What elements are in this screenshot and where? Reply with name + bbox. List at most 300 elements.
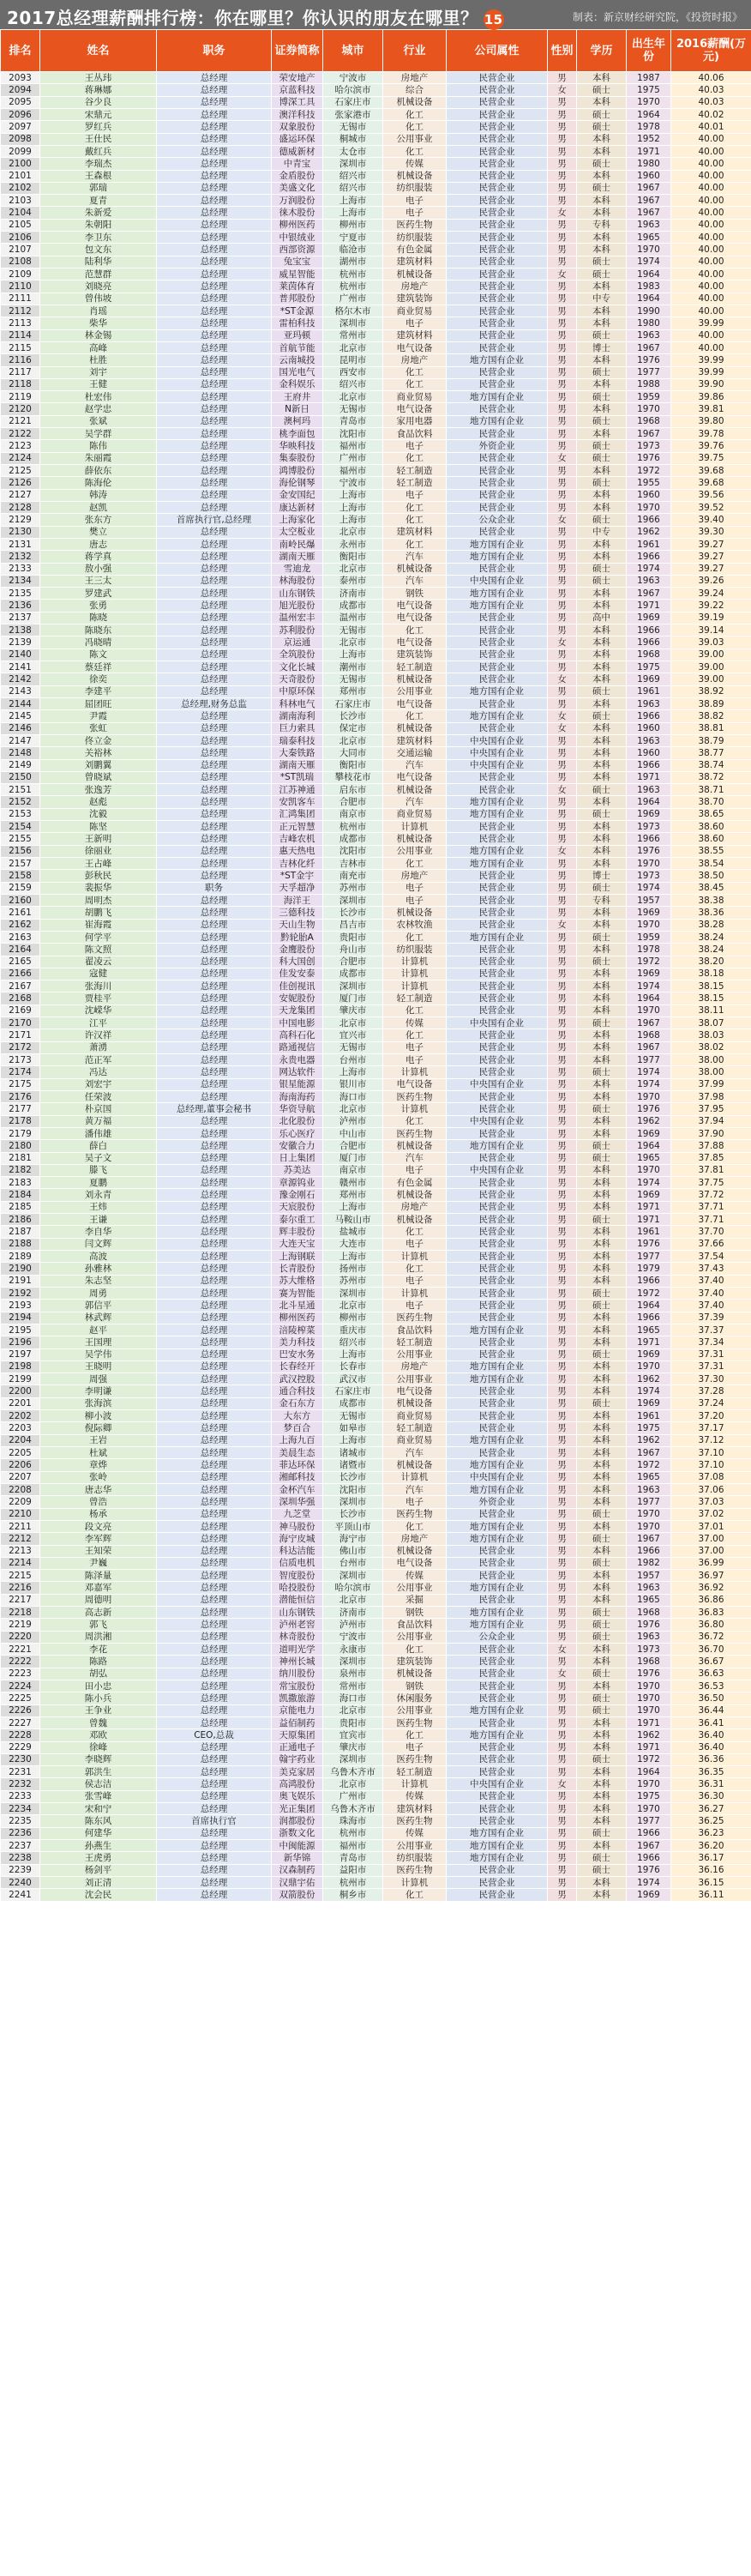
cell-birth-year: 1972 xyxy=(627,956,671,968)
cell-salary: 37.10 xyxy=(671,1459,751,1471)
cell-company: 科大国创 xyxy=(272,956,323,968)
cell-title: 总经理 xyxy=(157,1189,272,1201)
cell-sex: 男 xyxy=(548,1152,577,1164)
cell-salary: 39.56 xyxy=(671,489,751,501)
cell-sex: 男 xyxy=(548,1790,577,1802)
cell-attribute: 地方国有企业 xyxy=(447,600,548,612)
cell-rank: 2230 xyxy=(1,1753,40,1765)
cell-industry: 电气设备 xyxy=(383,1078,447,1090)
cell-title: 总经理 xyxy=(157,317,272,329)
cell-sex: 男 xyxy=(548,612,577,624)
cell-rank: 2109 xyxy=(1,268,40,281)
cell-salary: 38.81 xyxy=(671,722,751,734)
cell-sex: 男 xyxy=(548,563,577,575)
cell-birth-year: 1975 xyxy=(627,661,671,673)
cell-attribute: 民营企业 xyxy=(447,1004,548,1017)
cell-rank: 2234 xyxy=(1,1803,40,1815)
cell-name: 王三太 xyxy=(40,575,157,587)
cell-industry: 计算机 xyxy=(383,1471,447,1483)
cell-title: 总经理 xyxy=(157,956,272,968)
cell-salary: 38.20 xyxy=(671,956,751,968)
cell-sex: 男 xyxy=(548,661,577,673)
cell-title: 总经理 xyxy=(157,1803,272,1815)
cell-title: 总经理 xyxy=(157,391,272,403)
cell-company: 普邦股份 xyxy=(272,293,323,305)
cell-attribute: 地方国有企业 xyxy=(447,1840,548,1852)
cell-rank: 2169 xyxy=(1,1004,40,1017)
cell-title: 总经理 xyxy=(157,108,272,120)
cell-birth-year: 1987 xyxy=(627,72,671,84)
cell-salary: 37.28 xyxy=(671,1385,751,1397)
table-row xyxy=(1,1127,751,1139)
cell-name: 吴子文 xyxy=(40,1152,157,1164)
cell-salary: 37.31 xyxy=(671,1348,751,1360)
cell-title: 总经理 xyxy=(157,1656,272,1668)
cell-company: 海伦钢琴 xyxy=(272,477,323,489)
cell-industry: 化工 xyxy=(383,1520,447,1532)
cell-birth-year: 1976 xyxy=(627,354,671,366)
cell-rank: 2159 xyxy=(1,882,40,894)
cell-title: 总经理 xyxy=(157,1373,272,1385)
cell-attribute: 民营企业 xyxy=(447,293,548,305)
cell-sex: 男 xyxy=(548,538,577,550)
cell-education: 硕士 xyxy=(577,1607,627,1619)
cell-rank: 2233 xyxy=(1,1790,40,1802)
cell-company: 益佰制药 xyxy=(272,1716,323,1728)
cell-city: 张家港市 xyxy=(323,108,383,120)
cell-rank: 2208 xyxy=(1,1483,40,1495)
cell-company: *ST凯瑞 xyxy=(272,771,323,783)
cell-sex: 男 xyxy=(548,980,577,992)
table-row xyxy=(1,1471,751,1483)
cell-title: 总经理 xyxy=(157,968,272,980)
cell-sex: 男 xyxy=(548,489,577,501)
cell-rank: 2220 xyxy=(1,1631,40,1643)
cell-attribute: 地方国有企业 xyxy=(447,845,548,857)
cell-company: 西部资源 xyxy=(272,244,323,256)
cell-name: 张雪峰 xyxy=(40,1790,157,1802)
cell-rank: 2197 xyxy=(1,1348,40,1360)
cell-name: 萧湧 xyxy=(40,1041,157,1053)
cell-rank: 2178 xyxy=(1,1115,40,1127)
cell-attribute: 民营企业 xyxy=(447,1594,548,1606)
cell-birth-year: 1967 xyxy=(627,1447,671,1459)
cell-sex: 男 xyxy=(548,1300,577,1312)
cell-education: 本科 xyxy=(577,1741,627,1753)
cell-sex: 男 xyxy=(548,992,577,1004)
cell-title: 总经理 xyxy=(157,722,272,734)
cell-rank: 2145 xyxy=(1,710,40,722)
cell-birth-year: 1966 xyxy=(627,514,671,526)
cell-salary: 40.01 xyxy=(671,121,751,133)
cell-attribute: 民营企业 xyxy=(447,526,548,538)
cell-attribute: 民营企业 xyxy=(447,182,548,194)
cell-company: 京运通 xyxy=(272,636,323,649)
cell-education: 硕士 xyxy=(577,1557,627,1569)
cell-salary: 38.60 xyxy=(671,821,751,833)
cell-education: 硕士 xyxy=(577,440,627,452)
cell-company: 大东方 xyxy=(272,1410,323,1422)
cell-salary: 36.25 xyxy=(671,1815,751,1827)
cell-education: 本科 xyxy=(577,992,627,1004)
cell-city: 石家庄市 xyxy=(323,1385,383,1397)
cell-birth-year: 1964 xyxy=(627,1140,671,1152)
cell-education: 本科 xyxy=(577,489,627,501)
cell-rank: 2130 xyxy=(1,526,40,538)
cell-salary: 40.00 xyxy=(671,341,751,353)
cell-sex: 男 xyxy=(548,931,577,943)
cell-salary: 38.02 xyxy=(671,1041,751,1053)
cell-sex: 男 xyxy=(548,477,577,489)
cell-company: 道明光学 xyxy=(272,1644,323,1656)
cell-attribute: 民营企业 xyxy=(447,1029,548,1041)
cell-city: 上海市 xyxy=(323,1434,383,1446)
cell-company: 网达软件 xyxy=(272,1066,323,1078)
table-row xyxy=(1,1607,751,1619)
cell-company: 北斗星通 xyxy=(272,1300,323,1312)
table-row xyxy=(1,796,751,808)
cell-sex: 男 xyxy=(548,1582,577,1594)
cell-rank: 2216 xyxy=(1,1582,40,1594)
cell-attribute: 地方国有企业 xyxy=(447,1373,548,1385)
cell-education: 本科 xyxy=(577,465,627,477)
cell-birth-year: 1966 xyxy=(627,710,671,722)
cell-rank: 2104 xyxy=(1,207,40,219)
cell-city: 北京市 xyxy=(323,1300,383,1312)
cell-company: 金杯汽车 xyxy=(272,1483,323,1495)
table-row xyxy=(1,1336,751,1348)
cell-industry: 电子 xyxy=(383,1300,447,1312)
cell-name: 曾浩 xyxy=(40,1496,157,1508)
cell-birth-year: 1967 xyxy=(627,182,671,194)
cell-city: 济南市 xyxy=(323,588,383,600)
cell-sex: 男 xyxy=(548,281,577,293)
cell-city: 肇庆市 xyxy=(323,1741,383,1753)
cell-industry: 化工 xyxy=(383,1029,447,1041)
cell-salary: 36.40 xyxy=(671,1729,751,1741)
cell-attribute: 民营企业 xyxy=(447,305,548,317)
cell-title: CEO,总裁 xyxy=(157,1729,272,1741)
cell-salary: 37.98 xyxy=(671,1090,751,1102)
cell-rank: 2121 xyxy=(1,415,40,427)
cell-education: 本科 xyxy=(577,907,627,919)
cell-name: 黄万福 xyxy=(40,1115,157,1127)
cell-industry: 电子 xyxy=(383,489,447,501)
cell-title: 总经理,董事会秘书 xyxy=(157,1103,272,1115)
cell-city: 成都市 xyxy=(323,968,383,980)
cell-attribute: 民营企业 xyxy=(447,317,548,329)
cell-city: 苏州市 xyxy=(323,882,383,894)
cell-name: 王丛玮 xyxy=(40,72,157,84)
cell-city: 贵阳市 xyxy=(323,931,383,943)
cell-sex: 男 xyxy=(548,734,577,746)
cell-name: 杜斌 xyxy=(40,1447,157,1459)
cell-title: 总经理 xyxy=(157,489,272,501)
cell-birth-year: 1963 xyxy=(627,1483,671,1495)
cell-birth-year: 1967 xyxy=(627,1041,671,1053)
cell-company: 汇鸿集团 xyxy=(272,808,323,820)
cell-rank: 2236 xyxy=(1,1827,40,1839)
cell-title: 总经理 xyxy=(157,1716,272,1728)
cell-sex: 男 xyxy=(548,1864,577,1876)
cell-industry: 医药生物 xyxy=(383,1753,447,1765)
cell-sex: 男 xyxy=(548,1594,577,1606)
cell-sex: 男 xyxy=(548,415,577,427)
cell-salary: 36.11 xyxy=(671,1889,751,1901)
cell-industry: 机械设备 xyxy=(383,1189,447,1201)
cell-name: 朱志坚 xyxy=(40,1275,157,1287)
cell-education: 硕士 xyxy=(577,182,627,194)
cell-industry: 机械设备 xyxy=(383,722,447,734)
cell-education: 硕士 xyxy=(577,268,627,281)
cell-rank: 2190 xyxy=(1,1263,40,1275)
cell-city: 成都市 xyxy=(323,600,383,612)
cell-salary: 40.00 xyxy=(671,244,751,256)
cell-name: 朱丽霞 xyxy=(40,452,157,464)
cell-education: 本科 xyxy=(577,428,627,440)
cell-rank: 2102 xyxy=(1,182,40,194)
cell-sex: 男 xyxy=(548,1004,577,1017)
cell-birth-year: 1978 xyxy=(627,944,671,956)
table-row xyxy=(1,158,751,170)
cell-salary: 40.00 xyxy=(671,195,751,207)
cell-birth-year: 1976 xyxy=(627,1238,671,1250)
cell-industry: 轻工制造 xyxy=(383,1336,447,1348)
cell-sex: 男 xyxy=(548,428,577,440)
cell-birth-year: 1978 xyxy=(627,121,671,133)
cell-city: 合肥市 xyxy=(323,1140,383,1152)
cell-birth-year: 1976 xyxy=(627,845,671,857)
cell-rank: 2108 xyxy=(1,256,40,268)
cell-industry: 化工 xyxy=(383,1263,447,1275)
cell-industry: 电子 xyxy=(383,1496,447,1508)
cell-rank: 2168 xyxy=(1,992,40,1004)
cell-industry: 采掘 xyxy=(383,1594,447,1606)
cell-rank: 2223 xyxy=(1,1668,40,1680)
cell-title: 总经理 xyxy=(157,158,272,170)
cell-name: 张斌 xyxy=(40,415,157,427)
cell-birth-year: 1966 xyxy=(627,759,671,771)
cell-rank: 2191 xyxy=(1,1275,40,1287)
cell-sex: 男 xyxy=(548,440,577,452)
cell-sex: 男 xyxy=(548,403,577,415)
cell-sex: 女 xyxy=(548,919,577,931)
cell-salary: 37.06 xyxy=(671,1483,751,1495)
cell-salary: 40.00 xyxy=(671,219,751,231)
cell-name: 周德明 xyxy=(40,1594,157,1606)
cell-rank: 2096 xyxy=(1,108,40,120)
cell-education: 本科 xyxy=(577,1471,627,1483)
cell-rank: 2174 xyxy=(1,1066,40,1078)
cell-industry: 机械设备 xyxy=(383,96,447,108)
cell-title: 首席执行官,总经理 xyxy=(157,514,272,526)
cell-birth-year: 1971 xyxy=(627,1716,671,1728)
cell-education: 本科 xyxy=(577,1656,627,1668)
cell-attribute: 民营企业 xyxy=(447,1238,548,1250)
col-name: 姓名 xyxy=(40,30,157,72)
cell-city: 郑州市 xyxy=(323,685,383,697)
cell-title: 总经理 xyxy=(157,1078,272,1090)
cell-city: 昌吉市 xyxy=(323,919,383,931)
table-row xyxy=(1,845,751,857)
cell-salary: 36.99 xyxy=(671,1557,751,1569)
cell-sex: 女 xyxy=(548,207,577,219)
cell-company: 莱茵体育 xyxy=(272,281,323,293)
cell-title: 总经理 xyxy=(157,1385,272,1397)
cell-salary: 36.30 xyxy=(671,1790,751,1802)
cell-title: 总经理 xyxy=(157,649,272,661)
table-row xyxy=(1,1778,751,1790)
table-row xyxy=(1,1680,751,1692)
table-row xyxy=(1,1483,751,1495)
cell-attribute: 民营企业 xyxy=(447,1214,548,1226)
table-row xyxy=(1,1570,751,1582)
cell-salary: 36.35 xyxy=(671,1766,751,1778)
cell-name: 高峰 xyxy=(40,341,157,353)
cell-rank: 2165 xyxy=(1,956,40,968)
cell-sex: 男 xyxy=(548,1766,577,1778)
table-row xyxy=(1,1827,751,1839)
cell-name: 朱新爱 xyxy=(40,207,157,219)
cell-industry: 商业贸易 xyxy=(383,1410,447,1422)
table-row xyxy=(1,1496,751,1508)
cell-rank: 2203 xyxy=(1,1422,40,1434)
cell-industry: 汽车 xyxy=(383,575,447,587)
cell-title: 总经理 xyxy=(157,256,272,268)
cell-city: 哈尔滨市 xyxy=(323,84,383,96)
cell-title: 总经理 xyxy=(157,1778,272,1790)
cell-company: 大秦铁路 xyxy=(272,747,323,759)
cell-name: 段文亮 xyxy=(40,1520,157,1532)
cell-salary: 38.38 xyxy=(671,894,751,906)
cell-rank: 2235 xyxy=(1,1815,40,1827)
cell-city: 深圳市 xyxy=(323,980,383,992)
table-row xyxy=(1,1238,751,1250)
cell-name: 郭飞 xyxy=(40,1619,157,1631)
cell-attribute: 民营企业 xyxy=(447,1336,548,1348)
table-row xyxy=(1,108,751,120)
cell-sex: 男 xyxy=(548,1434,577,1446)
cell-salary: 39.52 xyxy=(671,501,751,513)
cell-industry: 化工 xyxy=(383,1889,447,1901)
cell-education: 本科 xyxy=(577,1336,627,1348)
table-row xyxy=(1,980,751,992)
cell-city: 赣州市 xyxy=(323,1177,383,1189)
cell-rank: 2100 xyxy=(1,158,40,170)
cell-city: 深圳市 xyxy=(323,1496,383,1508)
cell-rank: 2123 xyxy=(1,440,40,452)
cell-name: 吴学伟 xyxy=(40,1348,157,1360)
cell-company: 纳川股份 xyxy=(272,1668,323,1680)
cell-attribute: 民营企业 xyxy=(447,821,548,833)
cell-rank: 2107 xyxy=(1,244,40,256)
cell-industry: 计算机 xyxy=(383,1103,447,1115)
cell-company: 康达新材 xyxy=(272,501,323,513)
cell-education: 硕士 xyxy=(577,1827,627,1839)
cell-birth-year: 1971 xyxy=(627,1741,671,1753)
cell-sex: 男 xyxy=(548,1017,577,1029)
cell-birth-year: 1980 xyxy=(627,158,671,170)
cell-sex: 男 xyxy=(548,771,577,783)
cell-name: 曾伟坡 xyxy=(40,293,157,305)
table-row xyxy=(1,1066,751,1078)
cell-industry: 医药生物 xyxy=(383,1864,447,1876)
table-row xyxy=(1,907,751,919)
cell-industry: 交通运输 xyxy=(383,747,447,759)
cell-sex: 男 xyxy=(548,907,577,919)
cell-birth-year: 1965 xyxy=(627,1152,671,1164)
table-row xyxy=(1,195,751,207)
cell-name: 陈海伦 xyxy=(40,477,157,489)
cell-company: 正元智慧 xyxy=(272,821,323,833)
table-row xyxy=(1,1889,751,1901)
cell-title: 总经理 xyxy=(157,870,272,882)
cell-sex: 男 xyxy=(548,1729,577,1741)
cell-attribute: 民营企业 xyxy=(447,452,548,464)
cell-rank: 2156 xyxy=(1,845,40,857)
cell-salary: 38.72 xyxy=(671,771,751,783)
table-row xyxy=(1,919,751,931)
cell-birth-year: 1975 xyxy=(627,1790,671,1802)
cell-birth-year: 1970 xyxy=(627,1803,671,1815)
cell-name: 王新明 xyxy=(40,833,157,845)
cell-education: 本科 xyxy=(577,1815,627,1827)
cell-attribute: 地方国有企业 xyxy=(447,710,548,722)
cell-company: 首航节能 xyxy=(272,341,323,353)
cell-rank: 2103 xyxy=(1,195,40,207)
cell-rank: 2213 xyxy=(1,1545,40,1557)
cell-attribute: 民营企业 xyxy=(447,465,548,477)
col-company: 证券简称 xyxy=(272,30,323,72)
cell-city: 佛山市 xyxy=(323,1545,383,1557)
cell-birth-year: 1962 xyxy=(627,1729,671,1741)
cell-birth-year: 1965 xyxy=(627,1324,671,1336)
cell-rank: 2226 xyxy=(1,1704,40,1716)
cell-salary: 37.90 xyxy=(671,1127,751,1139)
cell-title: 总经理 xyxy=(157,1852,272,1864)
cell-education: 本科 xyxy=(577,1373,627,1385)
cell-salary: 36.53 xyxy=(671,1680,751,1692)
cell-city: 桐城市 xyxy=(323,133,383,145)
cell-rank: 2206 xyxy=(1,1459,40,1471)
cell-birth-year: 1974 xyxy=(627,1078,671,1090)
cell-attribute: 公众企业 xyxy=(447,1631,548,1643)
cell-industry: 电子 xyxy=(383,1041,447,1053)
cell-attribute: 民营企业 xyxy=(447,1189,548,1201)
cell-salary: 40.00 xyxy=(671,256,751,268)
cell-title: 总经理 xyxy=(157,366,272,378)
cell-rank: 2227 xyxy=(1,1716,40,1728)
table-row xyxy=(1,1656,751,1668)
cell-industry: 电子 xyxy=(383,1164,447,1176)
cell-attribute: 公众企业 xyxy=(447,514,548,526)
cell-rank: 2195 xyxy=(1,1324,40,1336)
cell-education: 本科 xyxy=(577,1090,627,1102)
table-row xyxy=(1,305,751,317)
table-row xyxy=(1,244,751,256)
cell-education: 本科 xyxy=(577,1385,627,1397)
cell-birth-year: 1970 xyxy=(627,858,671,870)
cell-name: 赵彪 xyxy=(40,796,157,808)
cell-birth-year: 1970 xyxy=(627,501,671,513)
cell-company: 天奇股份 xyxy=(272,673,323,685)
cell-education: 硕士 xyxy=(577,808,627,820)
cell-city: 吉林市 xyxy=(323,858,383,870)
cell-education: 本科 xyxy=(577,1360,627,1372)
cell-sex: 男 xyxy=(548,1090,577,1102)
table-row xyxy=(1,1852,751,1864)
cell-rank: 2120 xyxy=(1,403,40,415)
